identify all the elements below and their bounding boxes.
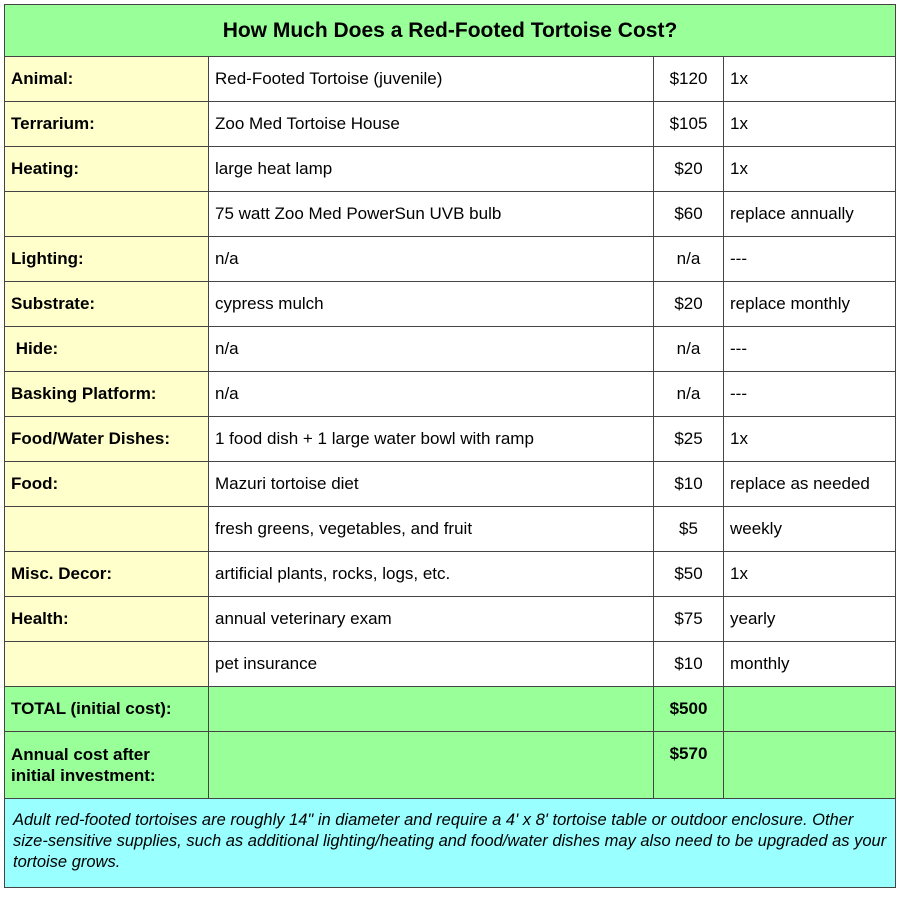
frequency-cell: replace monthly	[724, 282, 896, 327]
frequency-cell: 1x	[724, 57, 896, 102]
frequency-cell: replace as needed	[724, 462, 896, 507]
frequency-cell: ---	[724, 372, 896, 417]
price-cell: $10	[654, 462, 724, 507]
item-cell: large heat lamp	[209, 147, 654, 192]
category-cell: Lighting:	[5, 237, 209, 282]
category-cell: Misc. Decor:	[5, 552, 209, 597]
item-cell: n/a	[209, 237, 654, 282]
table-title: How Much Does a Red-Footed Tortoise Cost?	[5, 5, 896, 57]
table-row	[5, 552, 896, 597]
category-cell: Animal:	[5, 57, 209, 102]
price-cell: $5	[654, 507, 724, 552]
item-cell: n/a	[209, 327, 654, 372]
category-cell	[5, 507, 209, 552]
frequency-cell: ---	[724, 237, 896, 282]
total-empty-cell	[724, 687, 896, 732]
category-cell	[5, 642, 209, 687]
item-cell: Mazuri tortoise diet	[209, 462, 654, 507]
item-cell: cypress mulch	[209, 282, 654, 327]
table-row	[5, 372, 896, 417]
category-cell: Terrarium:	[5, 102, 209, 147]
item-cell: 1 food dish + 1 large water bowl with ramp	[209, 417, 654, 462]
cost-table	[4, 4, 896, 888]
price-cell: $105	[654, 102, 724, 147]
annual-row	[5, 732, 896, 799]
table-row	[5, 192, 896, 237]
table-row	[5, 417, 896, 462]
category-cell	[5, 192, 209, 237]
frequency-cell: 1x	[724, 102, 896, 147]
footnote: Adult red-footed tortoises are roughly 14" in diameter and require a 4' x 8' tortoise table or outdoor enclosure. Other size-sensitive supplies, such as additional lighting/heating and food/water dishes may also need to be upgraded as your tortoise grows.	[5, 799, 896, 888]
total-label: TOTAL (initial cost):	[5, 687, 209, 732]
frequency-cell: ---	[724, 327, 896, 372]
table-row	[5, 507, 896, 552]
price-cell: $60	[654, 192, 724, 237]
total-value: $500	[654, 687, 724, 732]
category-cell: Health:	[5, 597, 209, 642]
frequency-cell: yearly	[724, 597, 896, 642]
title-row	[5, 5, 896, 57]
frequency-cell: 1x	[724, 417, 896, 462]
category-cell: Basking Platform:	[5, 372, 209, 417]
cost-table-body	[5, 5, 896, 888]
category-cell: Heating:	[5, 147, 209, 192]
frequency-cell: monthly	[724, 642, 896, 687]
item-cell: artificial plants, rocks, logs, etc.	[209, 552, 654, 597]
frequency-cell: weekly	[724, 507, 896, 552]
price-cell: n/a	[654, 327, 724, 372]
note-row	[5, 799, 896, 888]
item-cell: n/a	[209, 372, 654, 417]
price-cell: $20	[654, 282, 724, 327]
annual-empty-cell	[209, 732, 654, 799]
annual-value: $570	[654, 732, 724, 799]
frequency-cell: 1x	[724, 552, 896, 597]
table-row	[5, 147, 896, 192]
price-cell: n/a	[654, 372, 724, 417]
category-cell: Food/Water Dishes:	[5, 417, 209, 462]
price-cell: $10	[654, 642, 724, 687]
table-row	[5, 642, 896, 687]
price-cell: $25	[654, 417, 724, 462]
table-row	[5, 327, 896, 372]
category-cell: Hide:	[5, 327, 209, 372]
price-cell: $75	[654, 597, 724, 642]
total-empty-cell	[209, 687, 654, 732]
price-cell: $20	[654, 147, 724, 192]
price-cell: $120	[654, 57, 724, 102]
price-cell: n/a	[654, 237, 724, 282]
table-row	[5, 102, 896, 147]
item-cell: annual veterinary exam	[209, 597, 654, 642]
table-row	[5, 462, 896, 507]
item-cell: Red-Footed Tortoise (juvenile)	[209, 57, 654, 102]
table-row	[5, 597, 896, 642]
table-row	[5, 237, 896, 282]
price-cell: $50	[654, 552, 724, 597]
frequency-cell: 1x	[724, 147, 896, 192]
annual-label-line2: initial investment:	[11, 766, 156, 785]
total-row	[5, 687, 896, 732]
annual-empty-cell	[724, 732, 896, 799]
table-row	[5, 57, 896, 102]
item-cell: pet insurance	[209, 642, 654, 687]
table-row	[5, 282, 896, 327]
item-cell: 75 watt Zoo Med PowerSun UVB bulb	[209, 192, 654, 237]
item-cell: fresh greens, vegetables, and fruit	[209, 507, 654, 552]
item-cell: Zoo Med Tortoise House	[209, 102, 654, 147]
category-cell: Substrate:	[5, 282, 209, 327]
annual-label	[5, 732, 209, 799]
annual-label-line1: Annual cost after	[11, 745, 150, 764]
category-cell: Food:	[5, 462, 209, 507]
frequency-cell: replace annually	[724, 192, 896, 237]
